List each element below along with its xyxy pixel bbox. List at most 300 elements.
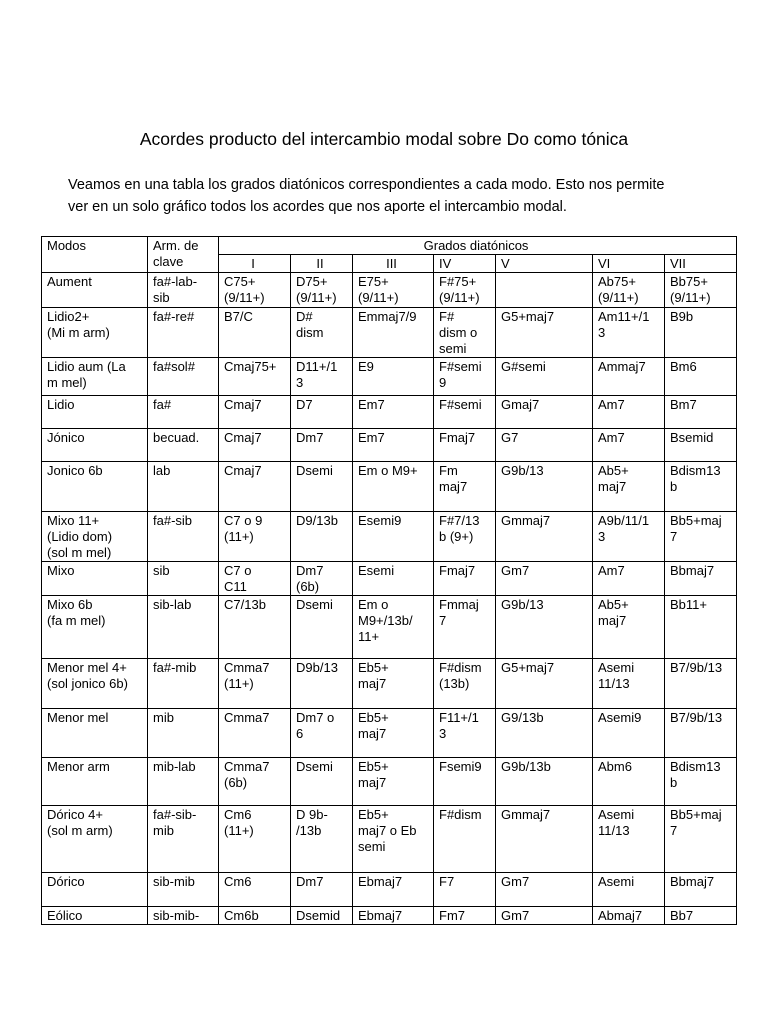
cell-text: Gmmaj7 xyxy=(501,807,551,822)
cell-text: 3 xyxy=(598,325,606,340)
degree-iv-cell xyxy=(434,512,496,562)
cell-text: Am7 xyxy=(598,563,625,578)
cell-text: Asemi xyxy=(598,807,635,822)
degree-vii-cell xyxy=(665,358,737,396)
cell-text: 11+ xyxy=(358,629,380,644)
cell-text: Dm7 xyxy=(296,563,324,578)
degree-vi-cell xyxy=(593,806,665,873)
cell-text: Cmaj7 xyxy=(224,430,262,445)
table-row xyxy=(42,758,737,806)
cell-text: Fsemi9 xyxy=(439,759,482,774)
armadura-cell xyxy=(148,512,219,562)
mode-cell xyxy=(42,462,148,512)
cell-text: mib-lab xyxy=(153,759,196,774)
cell-text: Ab5+ xyxy=(598,463,629,478)
mode-cell xyxy=(42,806,148,873)
degree-ii-cell xyxy=(291,758,353,806)
cell-text: C7 o xyxy=(224,563,252,578)
cell-text: (sol m mel) xyxy=(47,545,112,560)
degree-iii-cell xyxy=(353,462,434,512)
table-row xyxy=(42,709,737,758)
cell-text: Dórico 4+ xyxy=(47,807,103,822)
cell-text: A9b/11/1 xyxy=(598,513,650,528)
cell-text: Bdism13 xyxy=(670,463,721,478)
cell-text: fa#-mib xyxy=(153,660,197,675)
degree-vii-cell xyxy=(665,758,737,806)
degree-vi-cell xyxy=(593,396,665,429)
cell-text: 7 xyxy=(670,823,678,838)
degree-iv-cell xyxy=(434,659,496,709)
cell-text: Cm6 xyxy=(224,807,252,822)
degree-i-cell xyxy=(219,358,291,396)
cell-text: Gmaj7 xyxy=(501,397,540,412)
cell-text: F11+/1 xyxy=(439,710,479,725)
degree-i-cell xyxy=(219,758,291,806)
intro-line: Veamos en una tabla los grados diatónicos correspondientes a cada modo. Esto nos permite xyxy=(68,177,665,193)
degree-vii-cell xyxy=(665,308,737,358)
degree-i-cell xyxy=(219,396,291,429)
cell-text: Asemi xyxy=(598,874,635,889)
degree-iii-cell xyxy=(353,907,434,925)
mode-cell xyxy=(42,562,148,596)
cell-text: maj7 o Eb xyxy=(358,823,417,838)
degree-ii-cell xyxy=(291,659,353,709)
degree-vi-cell xyxy=(593,659,665,709)
degree-iv-cell xyxy=(434,562,496,596)
cell-text: Em o xyxy=(358,597,389,612)
cell-text: Cmma7 xyxy=(224,660,270,675)
degree-header: VII xyxy=(665,255,737,273)
cell-text: Bdism13 xyxy=(670,759,721,774)
degree-v-cell xyxy=(496,358,593,396)
cell-text: 3 xyxy=(598,529,606,544)
degree-v-cell xyxy=(496,396,593,429)
cell-text: Bb5+maj xyxy=(670,807,722,822)
degree-iii-cell xyxy=(353,512,434,562)
degree-header: I xyxy=(219,255,291,273)
degree-iii-cell xyxy=(353,308,434,358)
degree-vii-cell xyxy=(665,512,737,562)
degree-i-cell xyxy=(219,308,291,358)
degree-iv-cell xyxy=(434,308,496,358)
cell-text: Cmaj7 xyxy=(224,397,262,412)
page-title: Acordes producto del intercambio modal sobre Do como tónica xyxy=(139,129,629,149)
cell-text: Am7 xyxy=(598,430,625,445)
degree-vii-cell xyxy=(665,709,737,758)
degree-i-cell xyxy=(219,659,291,709)
cell-text: 11/13 xyxy=(598,823,630,838)
cell-text: (sol jonico 6b) xyxy=(47,676,128,691)
degree-vii-cell xyxy=(665,907,737,925)
cell-text: sib xyxy=(153,563,170,578)
degree-iii-cell xyxy=(353,562,434,596)
table-row xyxy=(42,358,737,396)
degree-ii-cell xyxy=(291,512,353,562)
degree-v-cell xyxy=(496,273,593,308)
degree-iv-cell xyxy=(434,273,496,308)
degree-v-cell xyxy=(496,873,593,907)
cell-text: G5+maj7 xyxy=(501,660,555,675)
cell-text: m mel) xyxy=(47,375,87,390)
intro-line: ver en un solo gráfico todos los acordes que nos aporte el intercambio modal. xyxy=(68,199,567,215)
cell-text: G9b/13b xyxy=(501,759,551,774)
degree-vi-cell xyxy=(593,873,665,907)
cell-text: Em7 xyxy=(358,397,385,412)
cell-text: Dsemi xyxy=(296,597,333,612)
cell-text: (11+) xyxy=(224,529,254,544)
cell-text: Jonico 6b xyxy=(47,463,103,478)
degree-vii-cell xyxy=(665,462,737,512)
cell-text: (6b) xyxy=(296,579,320,594)
cell-text: dism o xyxy=(439,325,478,340)
cell-text: (9/11+) xyxy=(439,290,480,305)
degree-iv-cell xyxy=(434,873,496,907)
cell-text: sib-mib xyxy=(153,874,195,889)
cell-text: Bm7 xyxy=(670,397,697,412)
degree-v-cell xyxy=(496,907,593,925)
table-row xyxy=(42,562,737,596)
cell-text: E9 xyxy=(358,359,374,374)
cell-text: (9/11+) xyxy=(358,290,399,305)
table-row xyxy=(42,429,737,462)
cell-text: D9/13b xyxy=(296,513,338,528)
cell-text: Fm7 xyxy=(439,908,465,923)
degree-vi-cell xyxy=(593,596,665,659)
armadura-cell xyxy=(148,873,219,907)
table-row xyxy=(42,659,737,709)
cell-text: Mixo 6b xyxy=(47,597,93,612)
degree-ii-cell xyxy=(291,907,353,925)
cell-text: (fa m mel) xyxy=(47,613,106,628)
mode-cell xyxy=(42,907,148,925)
cell-text: (sol m arm) xyxy=(47,823,113,838)
cell-text: Asemi9 xyxy=(598,710,642,725)
degree-v-cell xyxy=(496,512,593,562)
cell-text: Esemi9 xyxy=(358,513,402,528)
cell-text: D 9b- xyxy=(296,807,328,822)
cell-text: G7 xyxy=(501,430,519,445)
degree-vi-cell xyxy=(593,358,665,396)
degree-iii-cell xyxy=(353,429,434,462)
cell-text: B7/9b/13 xyxy=(670,660,723,675)
cell-text: b xyxy=(670,479,678,494)
cell-text: G9b/13 xyxy=(501,597,544,612)
degree-iii-cell xyxy=(353,659,434,709)
mode-cell xyxy=(42,758,148,806)
table-row xyxy=(42,806,737,873)
cell-text: Dm7 xyxy=(296,430,324,445)
header-line: Arm. de xyxy=(153,238,199,253)
cell-text: maj7 xyxy=(439,479,468,494)
cell-text: F#75+ xyxy=(439,274,477,289)
degree-header: IV xyxy=(434,255,496,273)
degree-header: III xyxy=(353,255,434,273)
degree-vii-cell xyxy=(665,273,737,308)
degree-i-cell xyxy=(219,806,291,873)
armadura-cell xyxy=(148,462,219,512)
mode-cell xyxy=(42,512,148,562)
cell-text: Em7 xyxy=(358,430,385,445)
cell-text: Bb7 xyxy=(670,908,694,923)
cell-text: Eb5+ xyxy=(358,759,389,774)
armadura-cell xyxy=(148,758,219,806)
cell-text: maj7 xyxy=(598,613,627,628)
armadura-cell xyxy=(148,429,219,462)
degree-v-cell xyxy=(496,806,593,873)
degree-vi-cell xyxy=(593,907,665,925)
cell-text: fa# xyxy=(153,397,172,412)
degree-vi-cell xyxy=(593,709,665,758)
cell-text: Bbmaj7 xyxy=(670,874,715,889)
degree-iii-cell xyxy=(353,358,434,396)
degree-ii-cell xyxy=(291,396,353,429)
cell-text: F7 xyxy=(439,874,455,889)
cell-text: G9/13b xyxy=(501,710,544,725)
degree-v-cell xyxy=(496,596,593,659)
mode-cell xyxy=(42,396,148,429)
armadura-cell xyxy=(148,308,219,358)
mode-cell xyxy=(42,429,148,462)
degree-iv-cell xyxy=(434,396,496,429)
cell-text: M9+/13b/ xyxy=(358,613,413,628)
degree-v-cell xyxy=(496,462,593,512)
cell-text: Abm6 xyxy=(598,759,632,774)
armadura-cell xyxy=(148,273,219,308)
armadura-cell xyxy=(148,907,219,925)
cell-text: Dm7 xyxy=(296,874,324,889)
degree-vii-cell xyxy=(665,873,737,907)
degree-ii-cell xyxy=(291,273,353,308)
cell-text: Mixo xyxy=(47,563,75,578)
cell-text: Dsemid xyxy=(296,908,341,923)
degree-ii-cell xyxy=(291,308,353,358)
cell-text: (6b) xyxy=(224,775,248,790)
cell-text: 7 xyxy=(439,613,447,628)
cell-text: Gm7 xyxy=(501,908,530,923)
cell-text: Fmaj7 xyxy=(439,563,476,578)
degree-i-cell xyxy=(219,562,291,596)
cell-text: /13b xyxy=(296,823,322,838)
degree-vi-cell xyxy=(593,308,665,358)
mode-cell xyxy=(42,273,148,308)
cell-text: 7 xyxy=(670,529,678,544)
cell-text: D75+ xyxy=(296,274,328,289)
cell-text: maj7 xyxy=(358,676,387,691)
cell-text: Menor mel xyxy=(47,710,109,725)
cell-text: Emmaj7/9 xyxy=(358,309,417,324)
cell-text: semi xyxy=(439,341,467,356)
cell-text: (Mi m arm) xyxy=(47,325,110,340)
cell-text: maj7 xyxy=(598,479,627,494)
cell-text: B7/9b/13 xyxy=(670,710,723,725)
degree-iii-cell xyxy=(353,758,434,806)
cell-text: Lidio aum (La xyxy=(47,359,126,374)
cell-text: Gm7 xyxy=(501,874,530,889)
degree-vii-cell xyxy=(665,659,737,709)
table-row xyxy=(42,873,737,907)
cell-text: G9b/13 xyxy=(501,463,544,478)
degree-iii-cell xyxy=(353,596,434,659)
cell-text: (11+) xyxy=(224,823,254,838)
armadura-cell xyxy=(148,596,219,659)
cell-text: Dm7 o xyxy=(296,710,335,725)
degree-vi-cell xyxy=(593,462,665,512)
cell-text: (9/11+) xyxy=(670,290,711,305)
table-row xyxy=(42,462,737,512)
cell-text: D7 xyxy=(296,397,313,412)
degree-vi-cell xyxy=(593,562,665,596)
cell-text: Ammaj7 xyxy=(598,359,646,374)
degree-ii-cell xyxy=(291,429,353,462)
cell-text: Am11+/1 xyxy=(598,309,650,324)
cell-text: Eb5+ xyxy=(358,807,389,822)
degree-ii-cell xyxy=(291,596,353,659)
degree-i-cell xyxy=(219,462,291,512)
cell-text: D9b/13 xyxy=(296,660,338,675)
cell-text: Ab75+ xyxy=(598,274,636,289)
degree-iii-cell xyxy=(353,806,434,873)
cell-text: Aument xyxy=(47,274,92,289)
grados-header: Grados diatónicos xyxy=(219,237,737,255)
cell-text: 11/13 xyxy=(598,676,630,691)
degree-v-cell xyxy=(496,758,593,806)
cell-text: Menor mel 4+ xyxy=(47,660,127,675)
degree-header: II xyxy=(291,255,353,273)
cell-text: F#semi xyxy=(439,397,482,412)
armadura-cell xyxy=(148,562,219,596)
degree-i-cell xyxy=(219,512,291,562)
degree-ii-cell xyxy=(291,873,353,907)
mode-cell xyxy=(42,873,148,907)
degree-iv-cell xyxy=(434,806,496,873)
table-row xyxy=(42,907,737,925)
cell-text: Am7 xyxy=(598,397,625,412)
cell-text: Dsemi xyxy=(296,759,333,774)
cell-text: (11+) xyxy=(224,676,254,691)
degree-iii-cell xyxy=(353,709,434,758)
mode-cell xyxy=(42,358,148,396)
degree-vii-cell xyxy=(665,396,737,429)
cell-text: Ebmaj7 xyxy=(358,874,403,889)
degree-iii-cell xyxy=(353,396,434,429)
cell-text: fa#sol# xyxy=(153,359,195,374)
degree-v-cell xyxy=(496,308,593,358)
cell-text: 3 xyxy=(439,726,447,741)
degree-ii-cell xyxy=(291,709,353,758)
cell-text: Cmaj75+ xyxy=(224,359,277,374)
cell-text: (Lidio dom) xyxy=(47,529,113,544)
cell-text: Cmaj7 xyxy=(224,463,262,478)
cell-text: Bb75+ xyxy=(670,274,708,289)
mode-cell xyxy=(42,659,148,709)
cell-text: Bsemid xyxy=(670,430,714,445)
degree-iii-cell xyxy=(353,873,434,907)
cell-text: Bm6 xyxy=(670,359,697,374)
cell-text: Fmmaj xyxy=(439,597,479,612)
degree-ii-cell xyxy=(291,462,353,512)
degree-i-cell xyxy=(219,596,291,659)
cell-text: Cmma7 xyxy=(224,710,270,725)
cell-text: Bb11+ xyxy=(670,597,707,612)
modal-chords-table xyxy=(41,236,737,925)
degree-i-cell xyxy=(219,709,291,758)
degree-header: V xyxy=(496,255,593,273)
cell-text: Menor arm xyxy=(47,759,110,774)
degree-iv-cell xyxy=(434,758,496,806)
cell-text: Ebmaj7 xyxy=(358,908,403,923)
degree-iv-cell xyxy=(434,462,496,512)
armadura-cell xyxy=(148,709,219,758)
cell-text: G5+maj7 xyxy=(501,309,555,324)
degree-i-cell xyxy=(219,907,291,925)
degree-v-cell xyxy=(496,429,593,462)
cell-text: E75+ xyxy=(358,274,389,289)
cell-text: Dsemi xyxy=(296,463,333,478)
cell-text: Lidio xyxy=(47,397,75,412)
cell-text: Asemi xyxy=(598,660,635,675)
degree-v-cell xyxy=(496,659,593,709)
cell-text: Cmma7 xyxy=(224,759,270,774)
mode-cell xyxy=(42,596,148,659)
degree-iv-cell xyxy=(434,596,496,659)
cell-text: Bbmaj7 xyxy=(670,563,715,578)
degree-iv-cell xyxy=(434,429,496,462)
cell-text: Cm6b xyxy=(224,908,259,923)
cell-text: (9/11+) xyxy=(598,290,639,305)
cell-text: Gmmaj7 xyxy=(501,513,551,528)
cell-text: C7 o 9 xyxy=(224,513,263,528)
cell-text: Fm xyxy=(439,463,458,478)
cell-text: sib xyxy=(153,290,170,305)
cell-text: C75+ xyxy=(224,274,256,289)
degree-i-cell xyxy=(219,873,291,907)
cell-text: B7/C xyxy=(224,309,253,324)
cell-text: fa#-sib xyxy=(153,513,193,528)
cell-text: Ab5+ xyxy=(598,597,629,612)
cell-text: C11 xyxy=(224,579,247,594)
armadura-cell xyxy=(148,358,219,396)
degree-v-cell xyxy=(496,562,593,596)
header-line: clave xyxy=(153,254,184,269)
cell-text: 9 xyxy=(439,375,447,390)
cell-text: C7/13b xyxy=(224,597,266,612)
table-row xyxy=(42,512,737,562)
arm-clave-header xyxy=(148,237,219,273)
cell-text: Fmaj7 xyxy=(439,430,476,445)
cell-text: mib xyxy=(153,823,174,838)
table-row xyxy=(42,273,737,308)
cell-text: sib-mib- xyxy=(153,908,200,923)
degree-vii-cell xyxy=(665,806,737,873)
cell-text: maj7 xyxy=(358,775,387,790)
cell-text: D# xyxy=(296,309,313,324)
cell-text: maj7 xyxy=(358,726,387,741)
degree-vi-cell xyxy=(593,512,665,562)
degree-iv-cell xyxy=(434,709,496,758)
degree-vii-cell xyxy=(665,429,737,462)
cell-text: Mixo 11+ xyxy=(47,513,100,528)
table-row xyxy=(42,308,737,358)
cell-text: Esemi xyxy=(358,563,395,578)
cell-text: Gm7 xyxy=(501,563,530,578)
cell-text: B9b xyxy=(670,309,694,324)
mode-cell xyxy=(42,308,148,358)
cell-text: becuad. xyxy=(153,430,200,445)
cell-text: F#dism xyxy=(439,807,482,822)
cell-text: (9/11+) xyxy=(224,290,265,305)
cell-text: 3 xyxy=(296,375,304,390)
cell-text: fa#-sib- xyxy=(153,807,197,822)
